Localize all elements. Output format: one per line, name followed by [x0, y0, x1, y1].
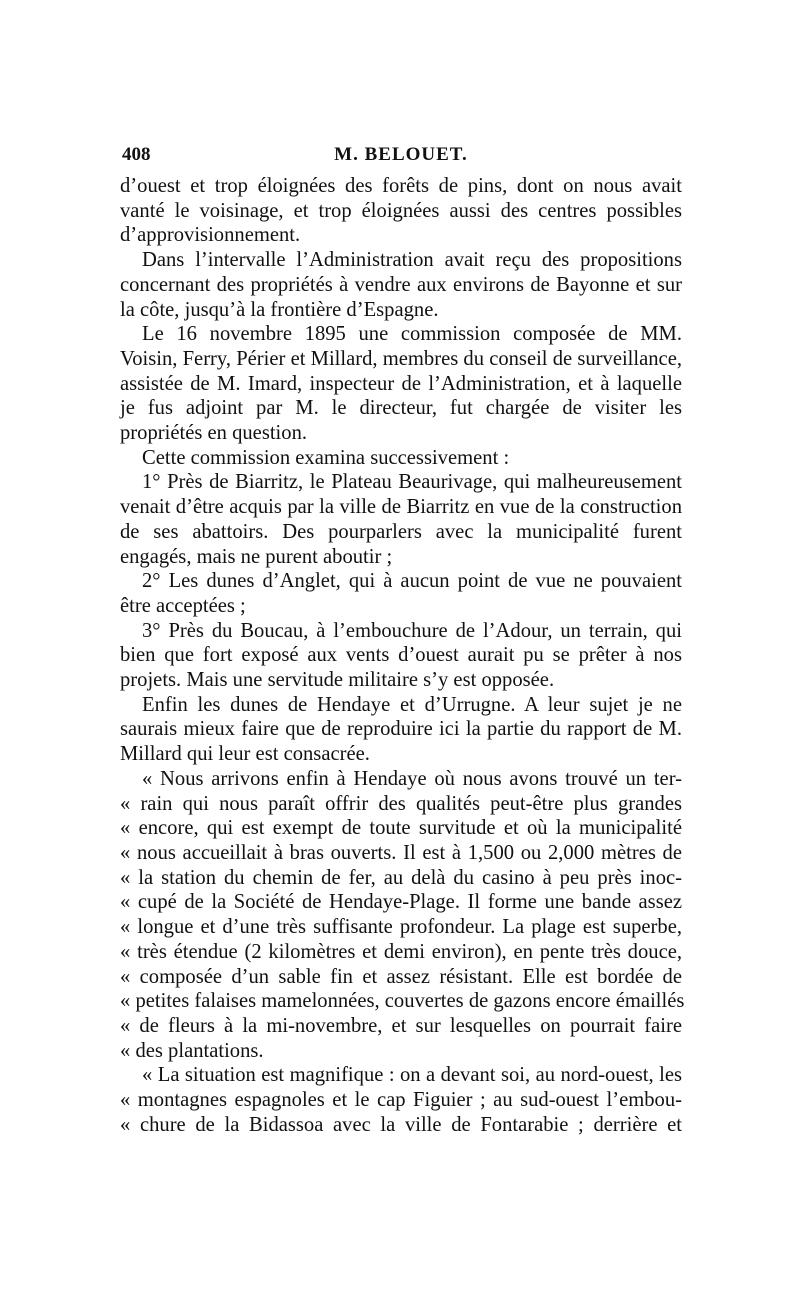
list-item-2: 2° Les dunes d’Anglet, qui à aucun point de vue ne pouvaient être acceptées ; [120, 570, 682, 617]
quote-line: « longue et d’une très suffisante profondeur. La plage est superbe, [120, 916, 682, 939]
quote-line: « Nous arrivons enfin à Hendaye où nous avons trouvé un ter- [142, 767, 682, 790]
body-text [120, 174, 685, 1137]
paragraph: Enfin les dunes de Hendaye et d’Urrugne. A leur sujet je ne saurais mieux faire que de reproduire ici la partie du rapport de M. Millard qui leur est consacrée. [120, 693, 682, 766]
quote-line: « cupé de la Société de Hendaye-Plage. Il forme une bande assez [120, 891, 682, 914]
running-title: M. BELOUET. [334, 144, 468, 165]
paragraph-continued: d’ouest et trop éloignées des forêts de pins, dont on nous avait vanté le voisinage, et trop éloignées aussi des centres possibles d’approvisionnement. [120, 175, 682, 247]
quoted-report-paragraph [120, 1063, 682, 1137]
quote-line: « encore, qui est exempt de toute survitude et où la municipalité [120, 817, 682, 840]
list-item-3: 3° Près du Boucau, à l’embouchure de l’Adour, un terrain, qui bien que fort exposé aux vents d’ouest aurait pu se prêter à nos projets. Mais une servitude militaire s’y est opposée. [120, 619, 682, 692]
quote-line: « rain qui nous paraît offrir des qualités peut-être plus grandes [120, 792, 682, 815]
quote-line: « de fleurs à la mi-novembre, et sur lesquelles on pourrait faire [120, 1014, 682, 1037]
quote-line: « composée d’un sable fin et assez résistant. Elle est bordée de [120, 965, 682, 988]
quote-line: « montagnes espagnoles et le cap Figuier ; au sud-ouest l’embou- [120, 1089, 682, 1112]
quote-line: « très étendue (2 kilomètres et demi environ), en pente très douce, [120, 940, 682, 963]
quote-line: « chure de la Bidassoa avec la ville de Fontarabie ; derrière et [120, 1113, 682, 1136]
quoted-report-paragraph [120, 767, 685, 1063]
quote-line: « nous accueillait à bras ouverts. Il est à 1,500 ou 2,000 mètres de [120, 841, 682, 864]
paragraph: Cette commission examina successivement : [142, 446, 510, 469]
quote-line: « petites falaises mamelonnées, couvertes de gazons encore émaillés [120, 990, 685, 1013]
running-head [120, 140, 682, 174]
paragraph: Le 16 novembre 1895 une commission composée de MM. Voisin, Ferry, Périer et Millard, membres du conseil de surveillance, assistée de M. Imard, inspecteur de l’Administration, et à laquelle je fus adjoint par M. le directeur, fut chargée de visiter les propriétés en question. [120, 323, 682, 445]
book-page [120, 140, 685, 1137]
quote-line: « La situation est magnifique : on a devant soi, au nord-ouest, les [142, 1064, 682, 1087]
paragraph: Dans l’intervalle l’Administration avait reçu des propositions concernant des propriétés à vendre aux environs de Bayonne et sur la côte, jusqu’à la frontière d’Espagne. [120, 249, 682, 321]
quote-line: « des plantations. [120, 1039, 264, 1062]
page-number: 408 [122, 144, 151, 165]
list-item-1: 1° Près de Biarritz, le Plateau Beaurivage, qui malheureusement venait d’être acquis par la ville de Biarritz en vue de la construction de ses abattoirs. Des pourparlers avec la municipalité furent engagés, mais ne purent aboutir ; [120, 471, 682, 568]
quote-line: « la station du chemin de fer, au delà du casino à peu près inoc- [120, 866, 682, 889]
